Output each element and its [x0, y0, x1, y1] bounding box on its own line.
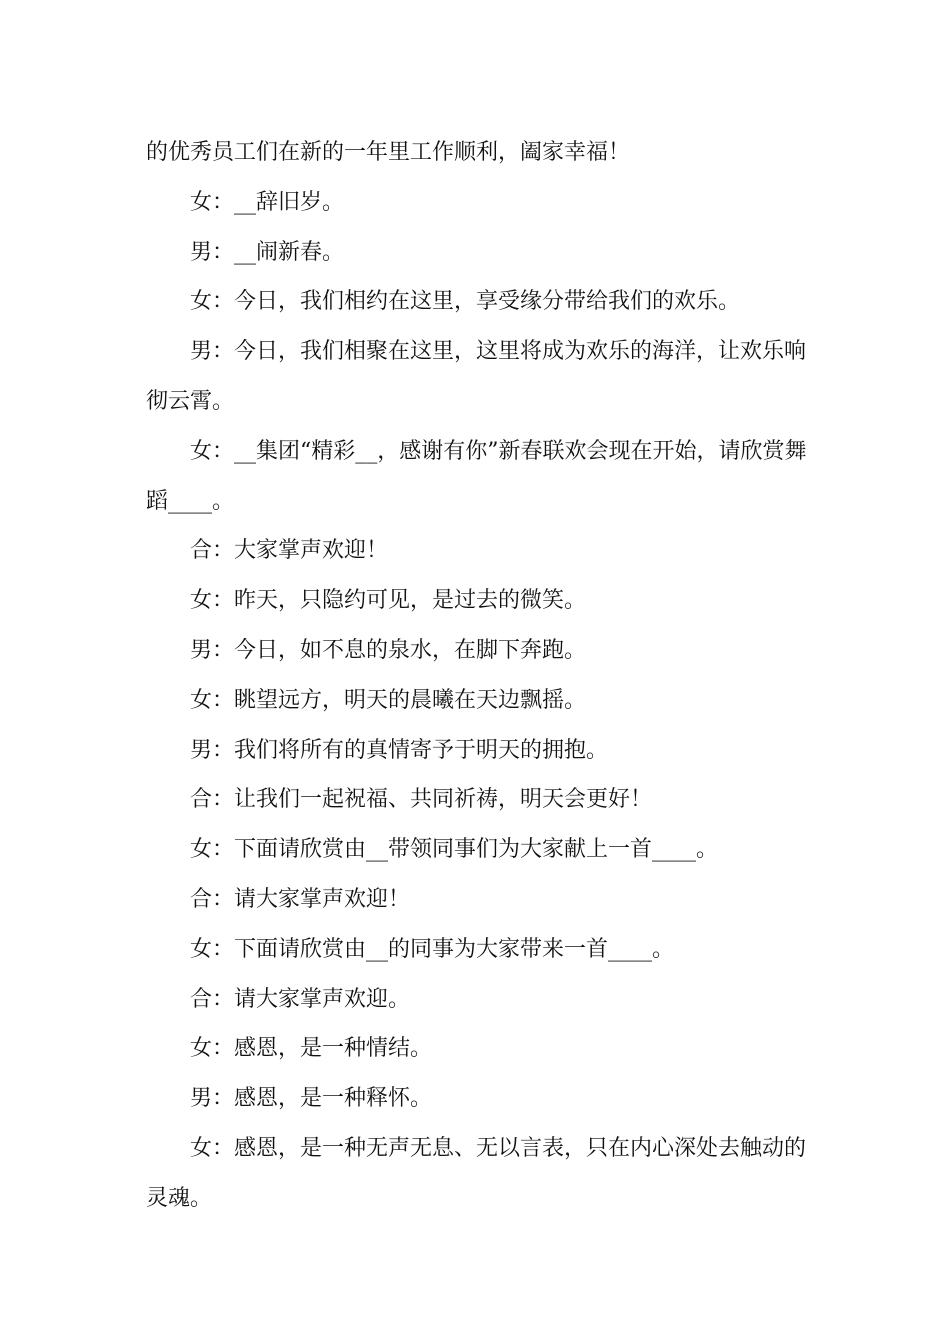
paragraph-line: 男：感恩，是一种释怀。: [190, 1086, 433, 1112]
paragraph-line: 女：眺望远方，明天的晨曦在天边飘摇。: [190, 687, 587, 713]
paragraph-line: 女：下面请欣赏由__带领同事们为大家献上一首____。: [190, 837, 719, 863]
paragraph-line: 男：今日，如不息的泉水，在脚下奔跑。: [190, 637, 587, 663]
paragraph-line: 女：__辞旧岁。: [190, 189, 345, 215]
paragraph-line: 女：今日，我们相约在这里，享受缘分带给我们的欢乐。: [190, 289, 741, 315]
paragraph-line: 女：昨天，只隐约可见，是过去的微笑。: [190, 588, 587, 614]
paragraph-line: 男：我们将所有的真情寄予于明天的拥抱。: [190, 737, 609, 763]
paragraph-continuation: 的优秀员工们在新的一年里工作顺利，阖家幸福！: [146, 140, 631, 165]
paragraph-line: 女：感恩，是一种情结。: [190, 1036, 433, 1062]
paragraph-line: 男：__闹新春。: [190, 239, 345, 265]
paragraph-line: 合：请大家掌声欢迎！: [190, 886, 411, 912]
paragraph-line: 合：大家掌声欢迎！: [190, 538, 389, 564]
paragraph-line: 女：下面请欣赏由__的同事为大家带来一首____。: [190, 936, 675, 962]
paragraph-line: 合：请大家掌声欢迎。: [190, 986, 411, 1012]
document-body: [146, 128, 810, 1224]
paragraph-line: 合：让我们一起祝福、共同祈祷，明天会更好！: [190, 787, 653, 813]
paragraph-line: 男：今日，我们相聚在这里，这里将成为欢乐的海洋，让欢乐响彻云霄。: [146, 339, 807, 414]
paragraph-line: 女：__集团“精彩__，感谢有你”新春联欢会现在开始，请欣赏舞蹈____。: [146, 438, 807, 514]
paragraph-line: 女：感恩，是一种无声无息、无以言表，只在内心深处去触动的灵魂。: [146, 1135, 807, 1211]
